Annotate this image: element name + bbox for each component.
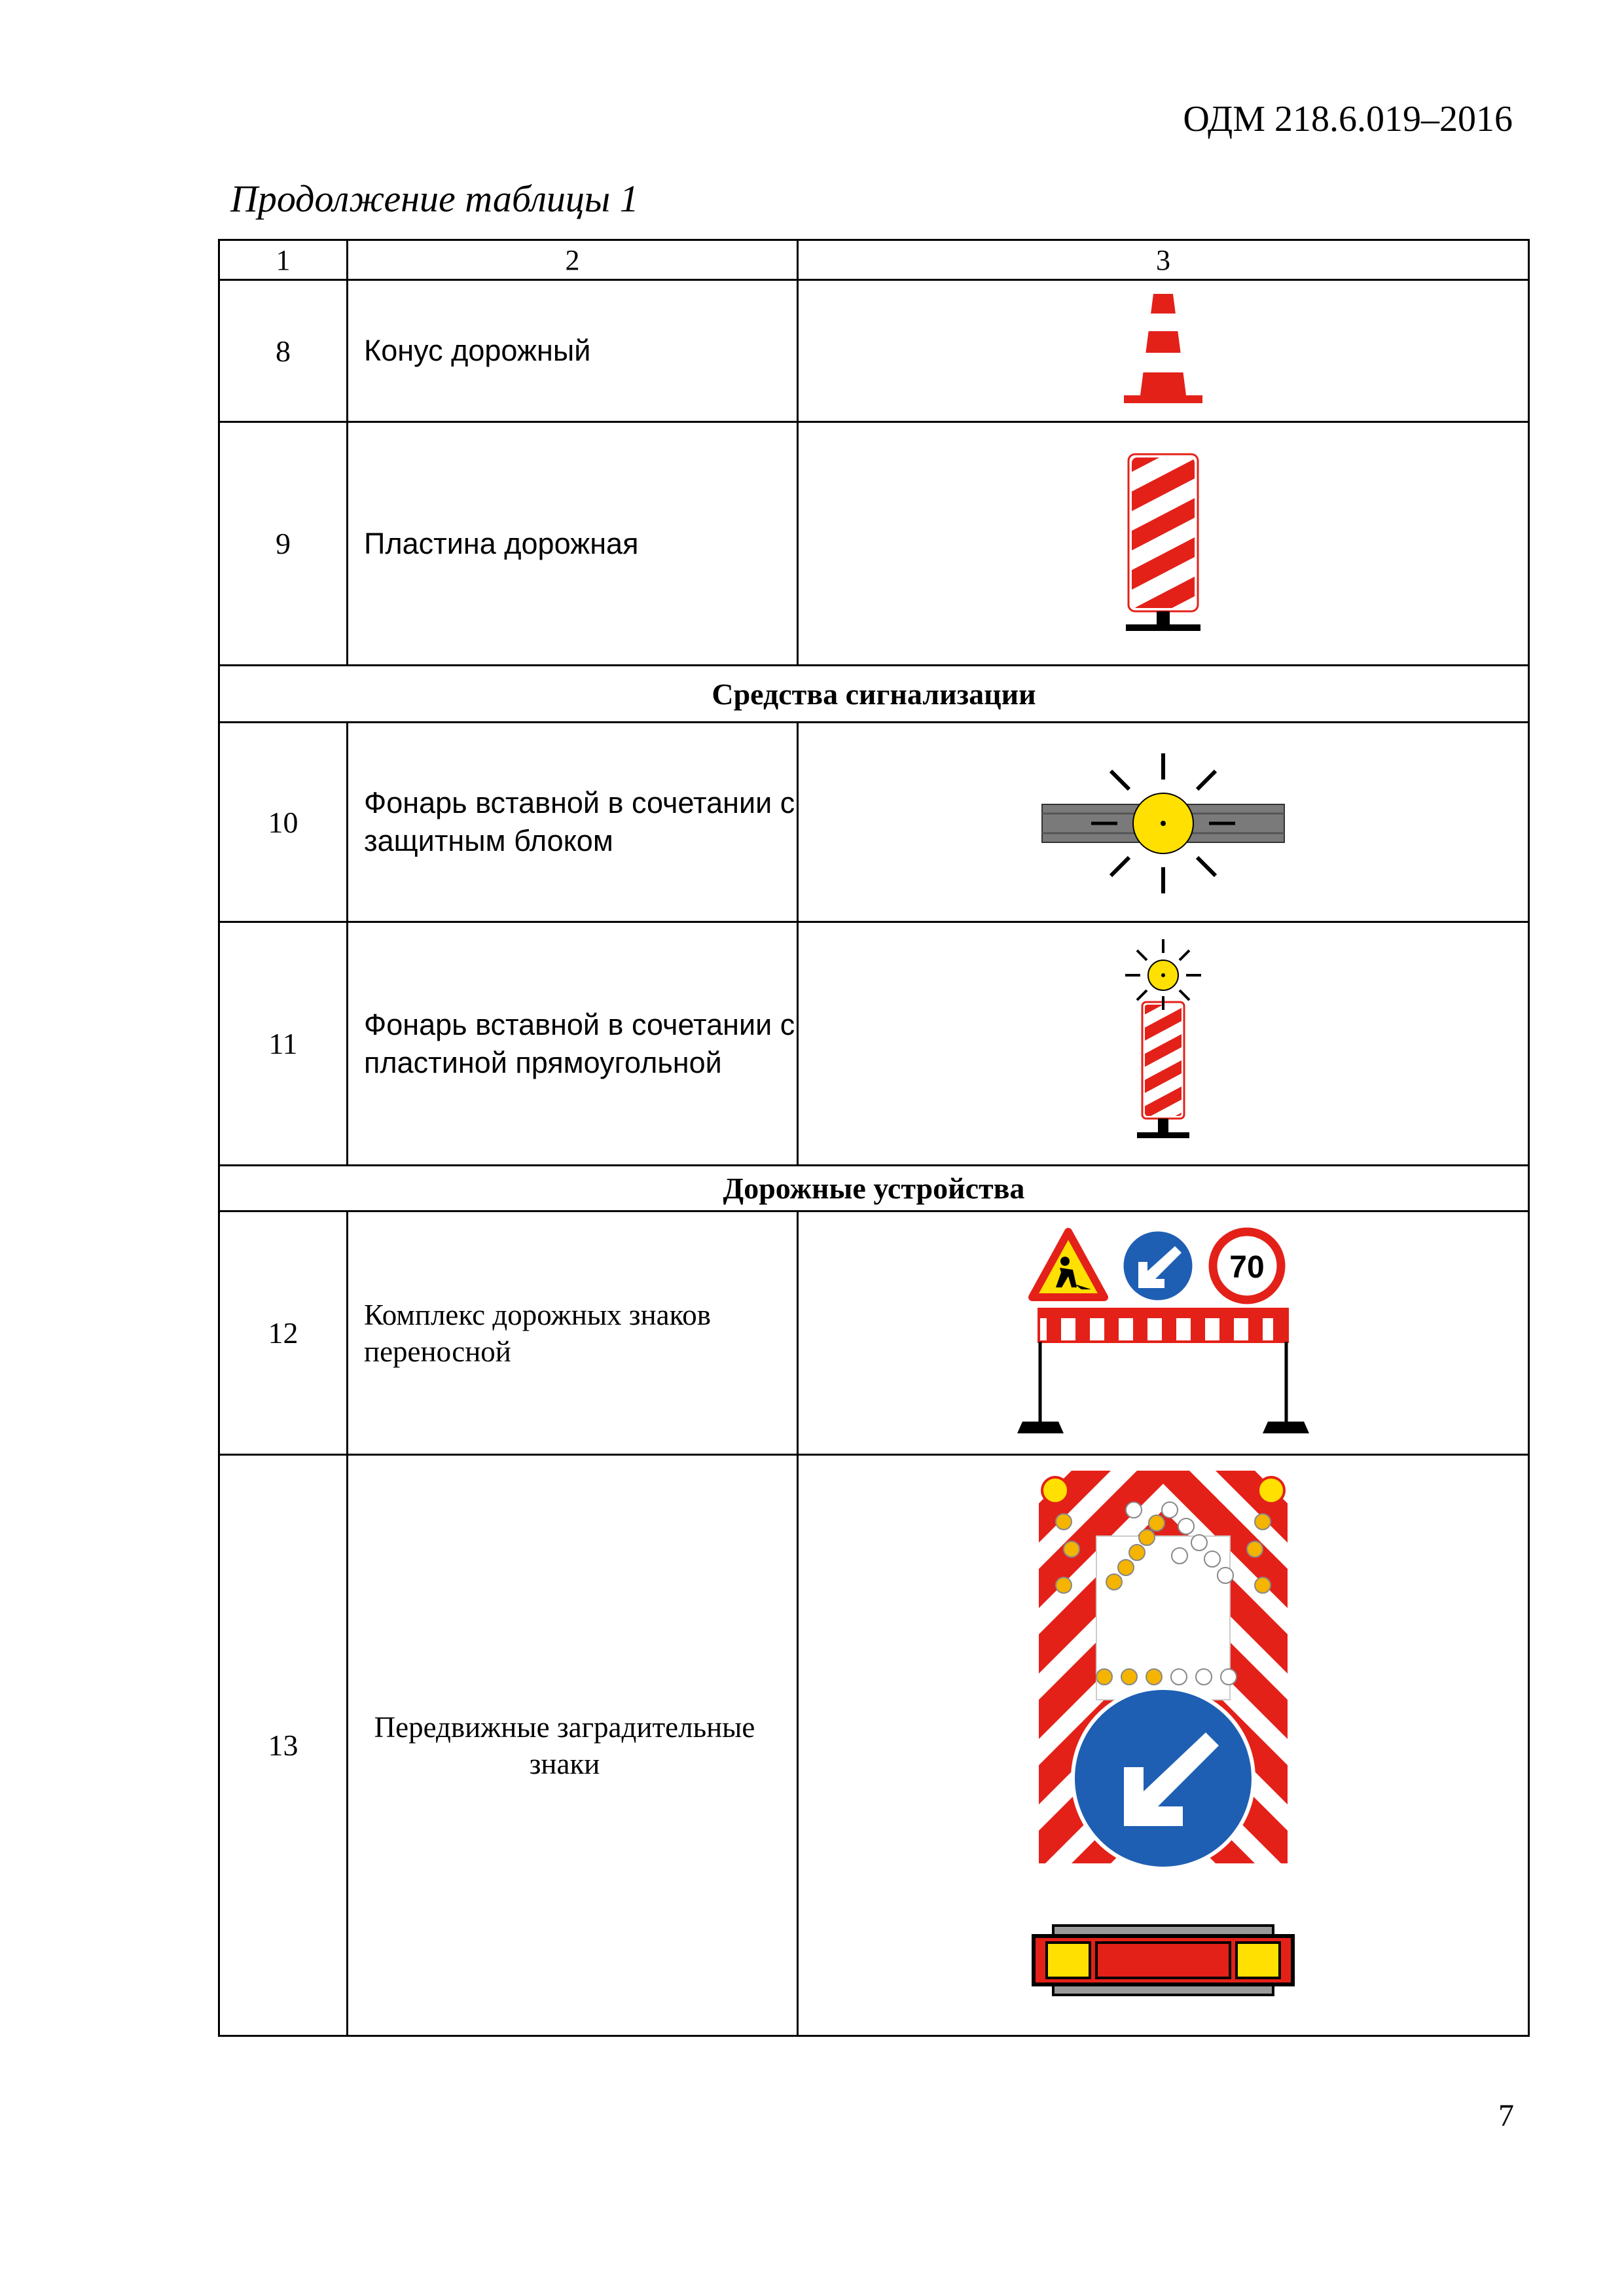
document-code: ОДМ 218.6.019–2016: [1183, 99, 1513, 139]
mobile-barrier-signs-icon: [1019, 1464, 1307, 2027]
road-cone-icon: [1117, 291, 1209, 412]
row-image-cell: [798, 280, 1529, 422]
table-row: [219, 922, 1529, 1166]
road-plate-icon: [1121, 452, 1206, 636]
row-name: Фонарь вставной в сочетании с защитным блоком: [348, 723, 798, 922]
row-number: 8: [219, 280, 348, 422]
equipment-table: [218, 239, 1530, 2037]
column-header-2: 2: [348, 240, 798, 280]
row-number: 12: [219, 1211, 348, 1455]
row-image-cell: [798, 922, 1529, 1166]
column-header-1: 1: [219, 240, 348, 280]
row-image-cell: [798, 1211, 1529, 1455]
row-name: Конус дорожный: [348, 280, 798, 422]
lamp-block-icon: [1039, 747, 1288, 897]
row-name: Передвижные заградительные знаки: [348, 1455, 798, 2036]
row-number: 9: [219, 422, 348, 666]
table-row: [219, 723, 1529, 922]
row-number: 13: [219, 1455, 348, 2036]
row-name: Фонарь вставной в сочетании с пластиной прямоугольной: [348, 922, 798, 1166]
table-header-row: [219, 240, 1529, 280]
row-image-cell: [798, 422, 1529, 666]
row-number: 11: [219, 922, 348, 1166]
section-row: [219, 1166, 1529, 1211]
row-image-cell: [798, 723, 1529, 922]
lamp-plate-icon: [1111, 936, 1216, 1152]
column-header-3: 3: [798, 240, 1529, 280]
table-row: [219, 422, 1529, 666]
row-name: Комплекс дорожных знаков переносной: [348, 1211, 798, 1455]
table-row: [219, 280, 1529, 422]
page-number: 7: [1498, 2098, 1514, 2133]
row-number: 10: [219, 723, 348, 922]
speed-limit-text: 70: [1229, 1249, 1265, 1285]
portable-signs-icon: [1013, 1225, 1314, 1441]
table-row: [219, 1211, 1529, 1455]
table-row: [219, 1455, 1529, 2036]
row-image-cell: [798, 1455, 1529, 2036]
section-row: [219, 666, 1529, 723]
table-caption: Продолжение таблицы 1: [230, 177, 639, 220]
row-name: Пластина дорожная: [348, 422, 798, 666]
section-title: Дорожные устройства: [219, 1166, 1529, 1211]
section-title: Средства сигнализации: [219, 666, 1529, 723]
